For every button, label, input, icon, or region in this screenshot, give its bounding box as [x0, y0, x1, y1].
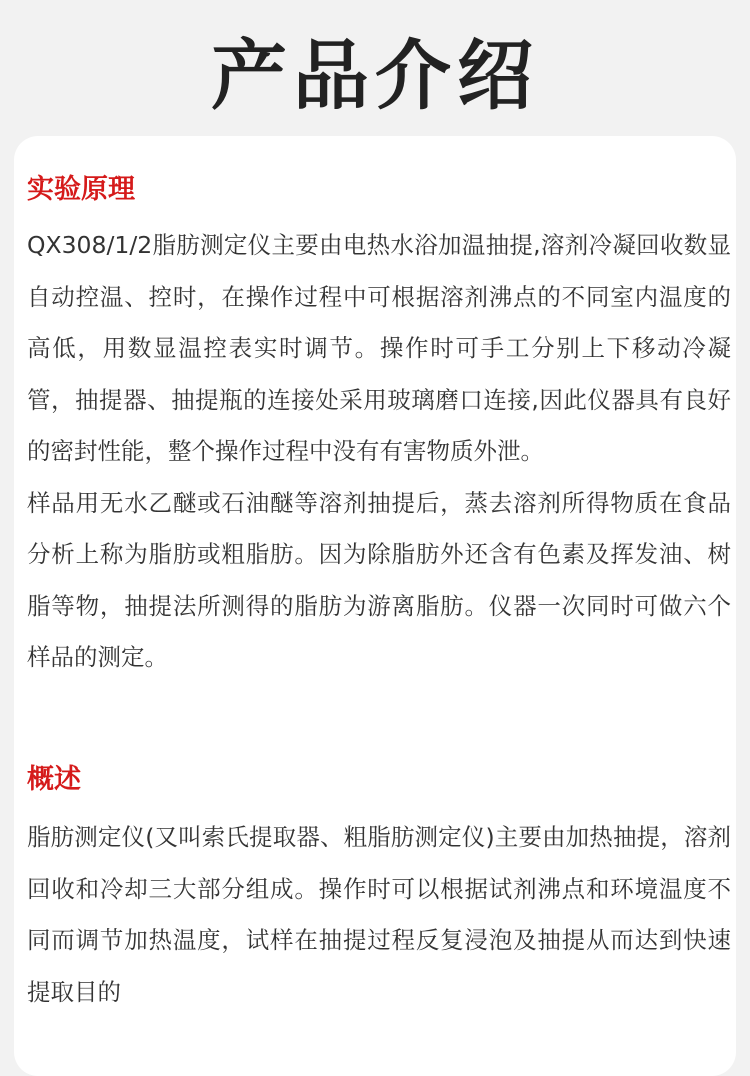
section-body-overview	[27, 812, 731, 1018]
section-title-overview: 概述	[27, 764, 81, 795]
section-title-principle: 实验原理	[27, 174, 135, 205]
paragraph: 脂肪测定仪(又叫索氏提取器、粗脂肪测定仪)主要由加热抽提，溶剂回收和冷却三大部分组成。操作时可以根据试剂沸点和环境温度不同而调节加热温度，试样在抽提过程反复浸泡及抽提从而达到快速提取目的	[27, 823, 731, 1006]
paragraph: 样品用无水乙醚或石油醚等溶剂抽提后，蒸去溶剂所得物质在食品分析上称为脂肪或粗脂肪。因为除脂肪外还含有色素及挥发油、树脂等物，抽提法所测得的脂肪为游离脂肪。仪器一次同时可做六个样品的测定。	[27, 488, 731, 671]
section-body-principle	[27, 220, 731, 684]
page-title: 产品介绍	[211, 31, 539, 120]
content-card	[14, 136, 736, 1076]
paragraph: QX308/1/2脂肪测定仪主要由电热水浴加温抽提,溶剂冷凝回收数显自动控温、控时，在操作过程中可根据溶剂沸点的不同室内温度的高低，用数显温控表实时调节。操作时可手工分别上下移动冷凝管，抽提器、抽提瓶的连接处采用玻璃磨口连接,因此仪器具有良好的密封性能，整个操作过程中没有有害物质外泄。	[27, 231, 731, 465]
